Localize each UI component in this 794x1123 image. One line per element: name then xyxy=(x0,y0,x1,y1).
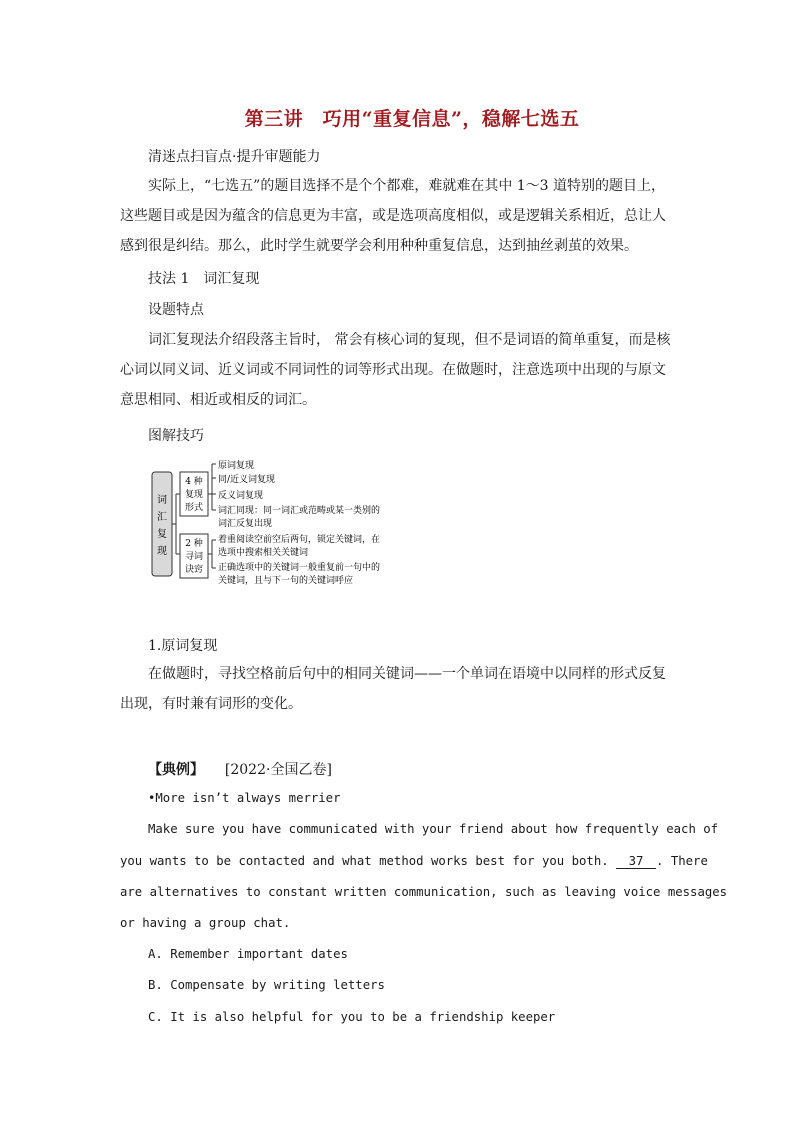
feature-heading: 设题特点 xyxy=(148,302,204,318)
group2-item-2: 选项中搜索相关关键词 xyxy=(218,548,309,558)
technique-heading: 技法 1 词汇复现 xyxy=(148,271,260,287)
group1-line-1: 4 种 xyxy=(185,477,203,487)
subtitle: 清迷点扫盲点·提升审题能力 xyxy=(148,149,321,165)
option-c: C. It is also helpful for you to be a friendship keeper xyxy=(148,1010,556,1024)
answer-blank: 37 xyxy=(616,854,656,869)
passage-line-4: or having a group chat. xyxy=(120,916,291,930)
group2-item-4: 关键词，且与下一句的关键词呼应 xyxy=(218,576,354,586)
group2-line-1: 2 种 xyxy=(185,539,203,549)
group1-item-2: 同/近义词复现 xyxy=(218,475,276,485)
passage-title: •More isn’t always merrier xyxy=(148,791,341,805)
diagram-heading: 图解技巧 xyxy=(148,428,204,444)
root-char-2: 汇 xyxy=(157,512,167,523)
example-source: [2022·全国乙卷] xyxy=(224,762,332,778)
option-b: B. Compensate by writing letters xyxy=(148,978,385,992)
passage-line-3: are alternatives to constant written communication, such as leaving voice messages xyxy=(120,885,728,899)
root-char-1: 词 xyxy=(157,495,167,506)
page-title: 第三讲 巧用“重复信息”，稳解七选五 xyxy=(244,108,580,130)
passage-line-2-post: . There xyxy=(656,854,708,868)
group1-item-5: 词汇反复出现 xyxy=(218,519,273,529)
group2-line-3: 诀窍 xyxy=(184,565,204,575)
root-char-3: 复 xyxy=(157,529,167,540)
example-line xyxy=(148,759,332,779)
group1-item-1: 原词复现 xyxy=(218,461,255,471)
example-label: 【典例】 xyxy=(148,762,204,778)
group1-line-3: 形式 xyxy=(184,503,204,513)
vocabulary-diagram xyxy=(148,458,448,588)
section1-paragraph: 在做题时，寻找空格前后句中的相同关键词——一个单词在语境中以同样的形式反复出现，有时兼有词形的变化。 xyxy=(120,666,666,712)
section1-heading: 1.原词复现 xyxy=(148,638,218,654)
group1-line-2: 复现 xyxy=(184,490,204,500)
passage-line-2 xyxy=(120,854,708,869)
group1-item-3: 反义词复现 xyxy=(218,491,264,501)
root-char-4: 现 xyxy=(157,546,167,557)
option-a: A. Remember important dates xyxy=(148,947,348,961)
group2-item-3: 正确选项中的关键词一般重复前一句中的 xyxy=(218,563,381,573)
passage-line-2-pre: you wants to be contacted and what method works best for you both. xyxy=(120,854,617,868)
passage-line-1: Make sure you have communicated with your friend about how frequently each of xyxy=(148,822,719,836)
feature-paragraph: 词汇复现法介绍段落主旨时， 常会有核心词的复现，但不是词语的简单重复，而是核心词以同义词、近义词或不同词性的词等形式出现。在做题时，注意选项中出现的与原文意思相同、相近或相反的词汇。 xyxy=(120,332,671,408)
group1-item-4: 词汇同现：同一词汇或范畴或某一类别的 xyxy=(218,506,381,516)
group2-line-2: 寻词 xyxy=(184,552,204,562)
intro-paragraph: 实际上，“七选五”的题目选择不是个个都难，难就难在其中 1～3 道特别的题目上，这些题目或是因为蕴含的信息更为丰富，或是选项高度相似，或是逻辑关系相近，总让人感到很是纠结。那么，此时学生就要学会利用种种重复信息，达到抽丝剥茧的效果。 xyxy=(120,178,666,254)
group2-item-1: 着重阅读空前空后两句，锁定关键词，在 xyxy=(218,535,381,545)
